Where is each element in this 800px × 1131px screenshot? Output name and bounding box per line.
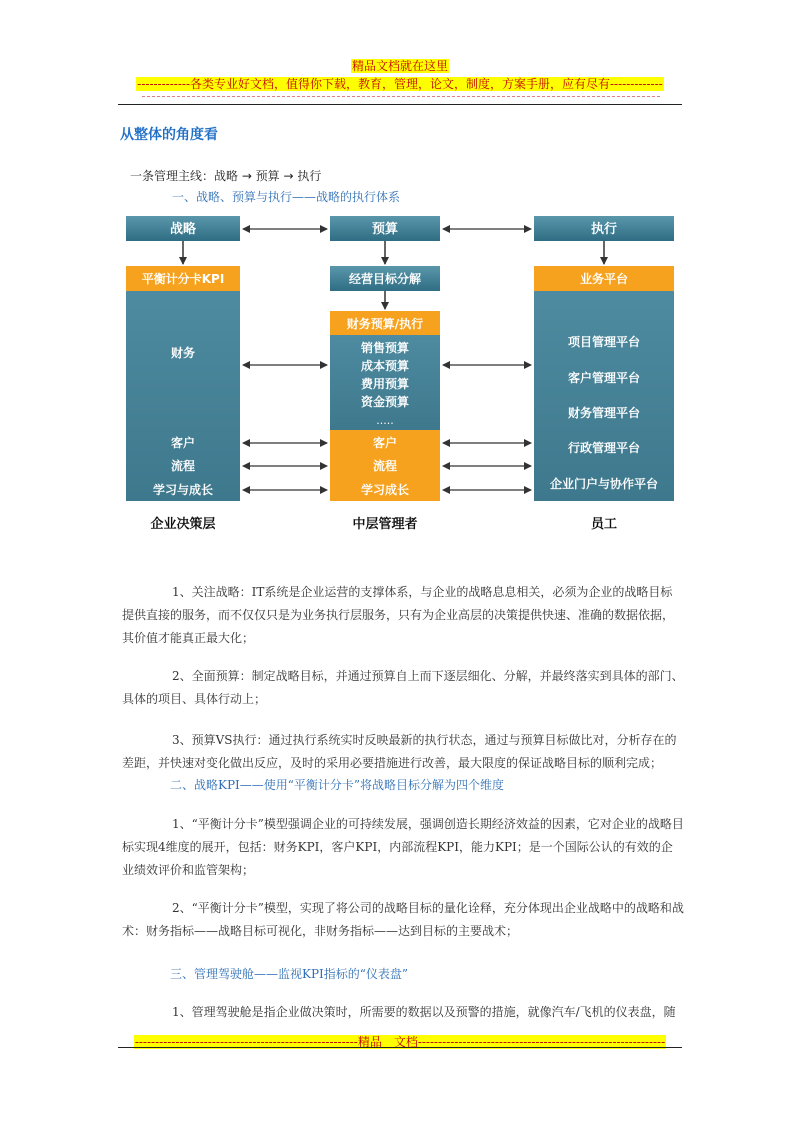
header-dashed-divider <box>142 96 660 97</box>
col3-item-project: 项目管理平台 <box>567 335 641 349</box>
col2-orange-learning: 学习成长 <box>360 483 410 497</box>
col3-label: 员工 <box>590 517 618 532</box>
header-rule <box>118 104 682 105</box>
main-line-text: 一条管理主线：战略 → 预算 → 执行 <box>130 169 322 183</box>
col1-header-label: 平衡计分卡KPI <box>141 272 225 286</box>
col2-orange-customer: 客户 <box>372 436 398 450</box>
col3-item-portal: 企业门户与协作平台 <box>549 477 659 491</box>
section-1-heading: 一、战略、预算与执行——战略的执行体系 <box>172 190 401 204</box>
paragraph-2: 2、全面预算：制定战略目标，并通过预算自上而下逐层细化、分解，并最终落实到具体的部门、具体的项目、具体行动上； <box>122 669 684 706</box>
col1-top-label: 战略 <box>169 222 197 237</box>
col2-item-expense: 费用预算 <box>360 377 410 391</box>
col3-item-finance: 财务管理平台 <box>567 406 641 420</box>
strategy-execution-diagram <box>125 214 675 544</box>
col2-top-label: 预算 <box>371 222 399 237</box>
col1-item-finance: 财务 <box>170 346 196 360</box>
col3-top-label: 执行 <box>590 222 618 237</box>
col2-item-capital: 资金预算 <box>360 395 410 409</box>
col2-item-sales: 销售预算 <box>360 341 410 355</box>
col1-item-process: 流程 <box>170 459 196 473</box>
col3-body <box>534 291 674 501</box>
col2-item-more: ..... <box>376 414 394 427</box>
section-3-heading: 三、管理驾驶舱——监视KPI指标的“仪表盘” <box>170 967 409 981</box>
paragraph-5: 2、“平衡计分卡”模型，实现了将公司的战略目标的量化诠释，充分体现出企业战略中的战略和战术：财务指标——战略目标可视化，非财务指标——达到目标的主要战术； <box>122 901 684 938</box>
col2-label: 中层管理者 <box>352 517 418 532</box>
col1-label: 企业决策层 <box>150 517 216 532</box>
col3-item-admin: 行政管理平台 <box>567 441 641 455</box>
col1-item-learning: 学习与成长 <box>152 483 214 497</box>
footer-rule <box>118 1047 682 1048</box>
col2-goal-label: 经营目标分解 <box>348 272 422 286</box>
col2-orange-process: 流程 <box>372 459 398 473</box>
section-2-heading: 二、战略KPI——使用“平衡计分卡”将战略目标分解为四个维度 <box>170 778 505 792</box>
footer-banner: -------------------------------------------------------精品 文档------------------------------------------------------------- <box>134 1035 666 1049</box>
paragraph-4: 1、“平衡计分卡”模型强调企业的可持续发展，强调创造长期经济效益的因素，它对企业的战略目标实现4维度的展开，包括：财务KPI，客户KPI，内部流程KPI，能力KPI；是一个国际公认的有效的企业绩效评价和监管架构； <box>122 817 684 877</box>
col2-header-label: 财务预算/执行 <box>346 317 424 331</box>
page-title: 从整体的角度看 <box>120 127 218 143</box>
col3-item-customer: 客户管理平台 <box>567 371 641 385</box>
col1-item-customer: 客户 <box>170 436 196 450</box>
paragraph-1: 1、关注战略：IT系统是企业运营的支撑体系，与企业的战略息息相关，必须为企业的战略目标提供直接的服务，而不仅仅只是为业务执行层服务，只有为企业高层的决策提供快速、准确的数据依据，其价值才能真正最大化； <box>122 585 675 645</box>
col3-header-label: 业务平台 <box>579 272 629 286</box>
col2-item-cost: 成本预算 <box>360 359 410 373</box>
paragraph-6: 1、管理驾驶舱是指企业做决策时，所需要的数据以及预警的措施，就像汽车/飞机的仪表盘，随 <box>172 1005 676 1019</box>
paragraph-3: 3、预算VS执行：通过执行系统实时反映最新的执行状态，通过与预算目标做比对，分析存在的差距，并快速对变化做出反应，及时的采用必要措施进行改善，最大限度的保证战略目标的顺利完成； <box>122 733 677 770</box>
header-line-1: 精品文档就在这里 <box>351 59 448 73</box>
header-line-2: -------------各类专业好文档，值得你下载，教育，管理，论文，制度，方案手册，应有尽有------------- <box>137 77 663 91</box>
